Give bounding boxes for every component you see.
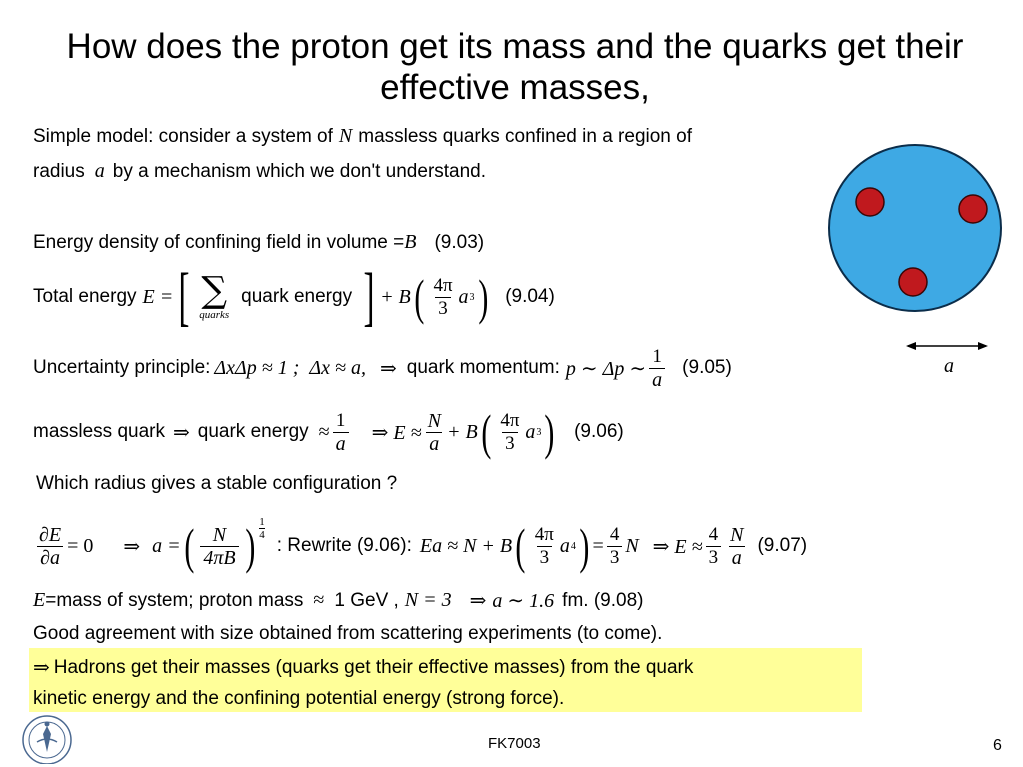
var-N: N (338, 125, 353, 147)
fraction: $\frac{4\pi}{3}$ (500, 409, 520, 454)
fraction: $\frac{\partial E}{\partial a}$ (39, 523, 62, 569)
conclusion-line-1: ⇒ Hadrons get their masses (quarks get their effective masses) from the quark (33, 656, 694, 679)
equation-9-07: $\frac{\partial E}{\partial a}$ = 0 ⇒ a = ( $\frac{N}{4\pi B}$ ) 1 4 : Rewrite (9.06): Ea ≈ N + B ( $\frac{4\pi}{3}$ a 4 ) = $\frac{4}{3}$ N ⇒ E ≈ $\frac{4}{3}$ $\frac{N}{a}$ (9.07) (33, 510, 807, 582)
var-a: a (94, 160, 105, 182)
equation-9-04: Total energy E = [ ∑ quarks quark energy ] + B ( $\frac{4\pi}{3}$ a 3 ) (9.04) (33, 260, 555, 333)
equation-9-08: E =mass of system; proton mass ≈ 1 GeV , N = 3 ⇒ a ∼ 1.6 fm. (9.08) (33, 589, 644, 612)
quark (856, 188, 884, 216)
fraction: $\frac{4\pi}{3}$ (433, 274, 453, 319)
equation-number: (9.03) (434, 231, 485, 253)
slide-number: 6 (993, 737, 1002, 754)
question-text: Which radius gives a stable configuration ? (36, 473, 398, 494)
intro-line-1: Simple model: consider a system of N massless quarks confined in a region of (33, 125, 692, 147)
university-seal-logo (17, 712, 77, 764)
equation-number: (9.06) (574, 421, 624, 442)
equation-number: (9.07) (757, 535, 808, 556)
fraction: $\frac{1}{a}$ (333, 410, 349, 455)
fraction: $\frac{N}{4\pi B}$ (200, 524, 238, 569)
exponent-fraction: 1 4 (259, 515, 265, 541)
agreement-text: Good agreement with size obtained from scattering experiments (to come). (33, 623, 663, 644)
fraction: $\frac{N}{a}$ (730, 523, 744, 569)
sum-symbol: ∑ quarks (199, 270, 230, 321)
equation-9-06: massless quark ⇒ quark energy ≈ $\frac{1}{a}$ ⇒ E ≈ $\frac{N}{a}$ + B ( $\frac{4\pi}{3}$ a 3 ) (9.06) (33, 404, 624, 460)
equation-9-03: Energy density of confining field in volume = B (9.03) (33, 231, 485, 253)
quark (899, 268, 927, 296)
radius-label: a (944, 355, 954, 377)
slide-title: How does the proton get its mass and the quarks get their effective masses, (66, 27, 964, 107)
confined-quarks-diagram (828, 143, 1003, 388)
fraction: $\frac{4\pi}{3}$ (534, 523, 554, 568)
equation-9-05: Uncertainty principle: ΔxΔp ≈ 1 ; Δx ≈ a, ⇒ quark momentum: p ∼ Δp ∼ $\frac{1}{a}$ (9.05) (33, 345, 732, 391)
footer-course-code: FK7003 (488, 735, 541, 752)
fraction: $\frac{4}{3}$ (607, 524, 623, 569)
quark (959, 195, 987, 223)
fraction: $\frac{1}{a}$ (649, 346, 665, 391)
equation-number: (9.05) (682, 357, 732, 378)
conclusion-line-2: kinetic energy and the confining potential energy (strong force). (33, 688, 565, 709)
implies-arrow: ⇒ (33, 657, 50, 679)
fraction: $\frac{N}{a}$ (427, 409, 441, 455)
intro-line-2: radius a by a mechanism which we don't understand. (33, 160, 487, 182)
fraction: $\frac{4}{3}$ (706, 524, 722, 569)
equation-number: (9.04) (505, 286, 555, 307)
